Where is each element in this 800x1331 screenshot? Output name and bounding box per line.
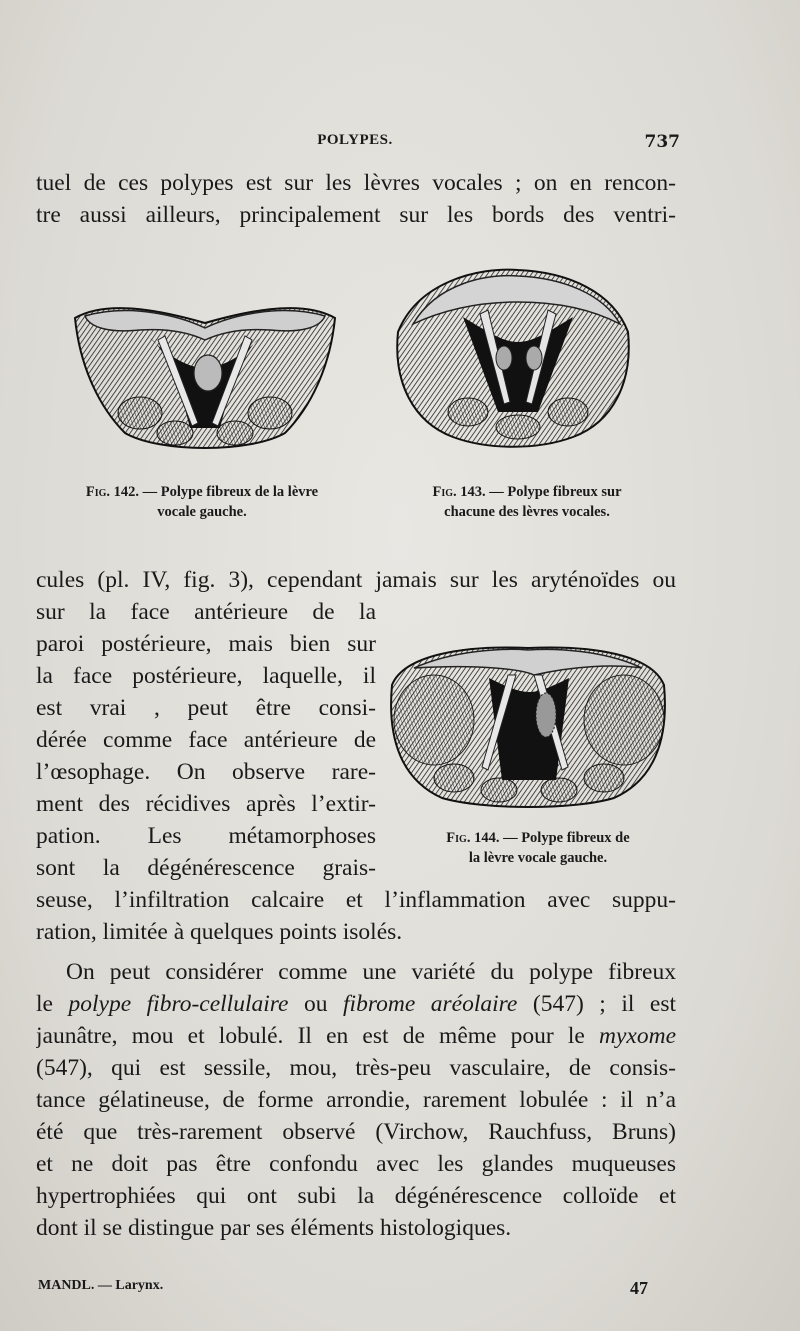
figure-143-larynx-engraving xyxy=(388,262,638,452)
figure-142-label: Fig. 142. xyxy=(85,484,140,500)
text-line: pation. Les métamorphoses xyxy=(36,823,376,849)
text-run: le xyxy=(36,991,69,1017)
page-footer xyxy=(38,1278,678,1302)
page-number: 737 xyxy=(644,132,680,152)
text-line: l’œsophage. On observe rare- xyxy=(36,759,376,785)
figure-144-caption-line2: la lèvre vocale gauche. xyxy=(468,850,608,866)
text-line: On peut considérer comme une variété du polype fibreux xyxy=(66,959,676,985)
text-line: sont la dégénérescence grais- xyxy=(36,855,376,881)
text-line-italic-term xyxy=(36,1020,676,1052)
text-line: dont il se distingue par ses éléments histologiques. xyxy=(36,1215,512,1241)
figure-143-label: Fig. 143. xyxy=(432,484,486,500)
figure-142-caption xyxy=(34,482,370,522)
text-line: la face postérieure, laquelle, il xyxy=(36,663,376,689)
text-line: ment des récidives après l’extir- xyxy=(36,791,376,817)
text-line-italic-terms xyxy=(36,988,676,1020)
signature-mark: 47 xyxy=(630,1278,648,1298)
text-line: paroi postérieure, mais bien sur xyxy=(36,631,376,657)
text-line: tre aussi ailleurs, principalement sur les bords des ventri- xyxy=(36,202,676,228)
text-line: tuel de ces polypes est sur les lèvres vocales ; on en rencon- xyxy=(36,170,676,196)
text-line: (547), qui est sessile, mou, très-peu vasculaire, de consis- xyxy=(36,1055,676,1081)
text-run: jaunâtre, mou et lobulé. Il en est de même pour le xyxy=(36,1023,600,1049)
text-run: ou xyxy=(288,991,344,1017)
running-header xyxy=(30,132,680,156)
text-line: tance gélatineuse, de forme arrondie, rarement lobulée : il n’a xyxy=(36,1087,676,1113)
figure-143-caption-text: — Polype fibreux sur xyxy=(489,484,622,500)
figure-143-caption-line2: chacune des lèvres vocales. xyxy=(444,504,610,520)
text-line: et ne doit pas être confondu avec les glandes muqueuses xyxy=(36,1151,676,1177)
term-myxome: myxome xyxy=(599,1023,676,1049)
text-line: seuse, l’infiltration calcaire et l’inflammation avec suppu- xyxy=(36,887,676,913)
term-fibrome-areolaire: fibrome aréolaire xyxy=(343,991,518,1017)
text-line: cules (pl. IV, fig. 3), cependant jamais sur les aryténoïdes ou xyxy=(36,567,676,593)
figure-144-caption-text: — Polype fibreux de xyxy=(503,830,630,846)
figure-144-caption xyxy=(408,828,668,868)
text-line: sur la face antérieure de la xyxy=(36,599,376,625)
term-polype-fibro-cellulaire: polype fibro-cellulaire xyxy=(68,991,289,1017)
figure-142-caption-text: — Polype fibreux de la lèvre xyxy=(142,484,319,500)
figure-144-larynx-engraving xyxy=(384,630,672,810)
figure-143-caption xyxy=(392,482,662,522)
figure-142-caption-line2: vocale gauche. xyxy=(157,504,247,520)
footer-author: MANDL. — Larynx. xyxy=(38,1278,164,1293)
page-title: POLYPES. xyxy=(317,132,393,148)
figure-142-larynx-engraving xyxy=(70,288,340,458)
text-line: été que très-rarement observé (Virchow, Rauchfuss, Bruns) xyxy=(36,1119,676,1145)
figure-144-label: Fig. 144. xyxy=(446,830,500,846)
text-line: ration, limitée à quelques points isolés. xyxy=(36,919,403,945)
text-line: hypertrophiées qui ont subi la dégénérescence colloïde et xyxy=(36,1183,676,1209)
text-run: (547) ; il est xyxy=(517,991,676,1017)
text-line: dérée comme face antérieure de xyxy=(36,727,376,753)
text-line: est vrai , peut être consi- xyxy=(36,695,376,721)
